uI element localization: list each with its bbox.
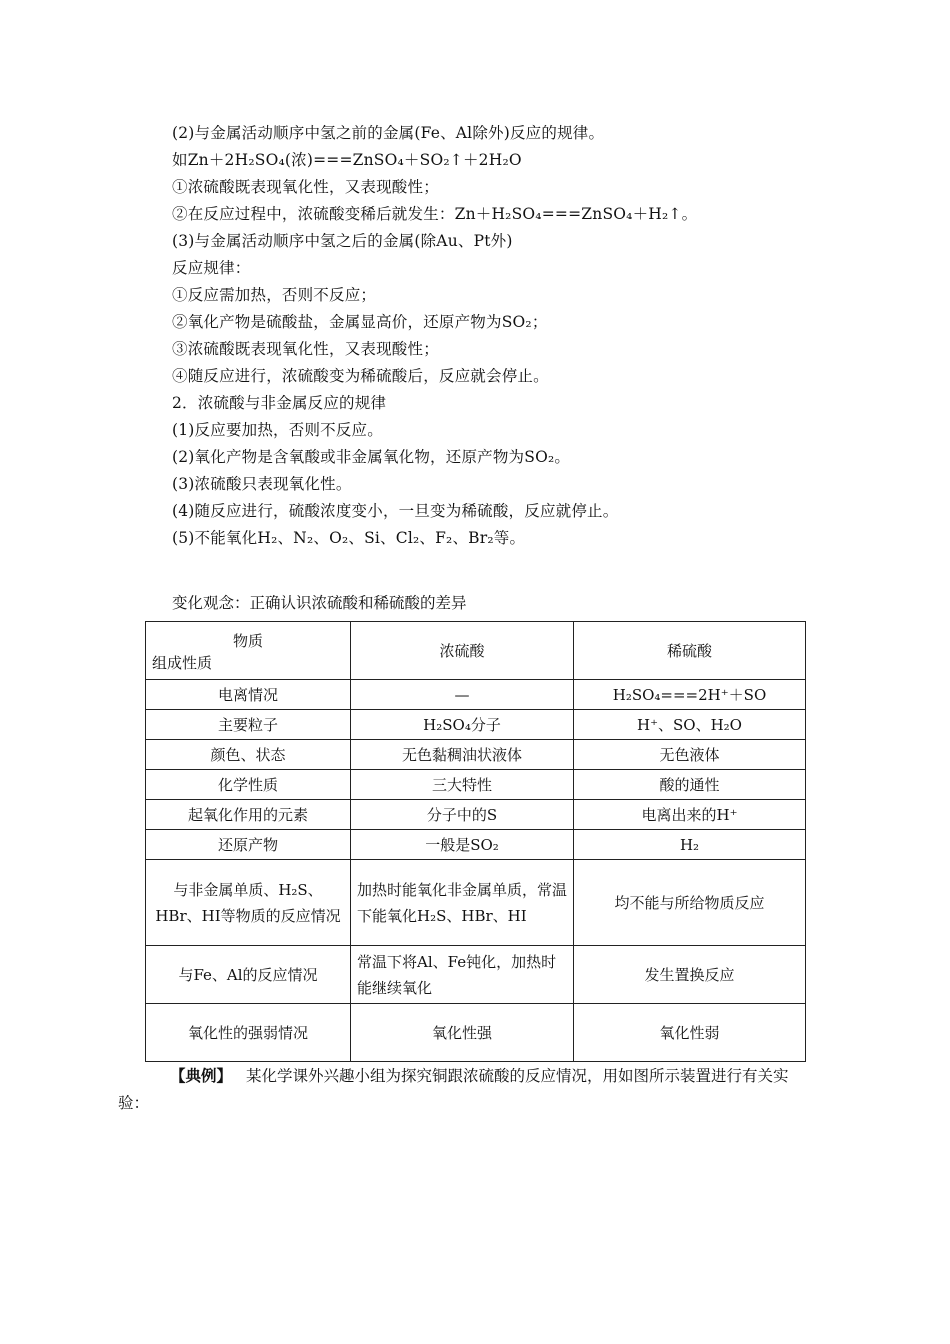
example-text: 某化学课外兴趣小组为探究铜跟浓硫酸的反应情况，用如图所示装置进行有关实验： [118,1067,789,1112]
text-line-7: ①反应需加热，否则不反应； [172,286,377,304]
table-row [146,860,806,946]
row-concentrated: 分子中的S [351,800,574,830]
table-row [146,710,806,740]
row-label: 颜色、状态 [146,740,351,770]
row-concentrated: 无色黏稠油状液体 [351,740,574,770]
example-tag: 【典例】 [170,1066,233,1085]
table-caption: 变化观念：正确认识浓硫酸和稀硫酸的差异 [172,594,467,612]
table-row [146,800,806,830]
row-dilute: H⁺、SO、H₂O [574,710,806,740]
row-label: 氧化性的强弱情况 [146,1004,351,1062]
text-line-5: (3)与金属活动顺序中氢之后的金属(除Au、Pt外) [172,232,513,250]
row-concentrated: — [351,680,574,710]
text-line-16: (5)不能氧化H₂、N₂、O₂、Si、Cl₂、F₂、Br₂等。 [172,529,526,547]
text-line-1: (2)与金属活动顺序中氢之前的金属(Fe、Al除外)反应的规律。 [172,124,605,142]
row-concentrated: 三大特性 [351,770,574,800]
table-row [146,830,806,860]
row-label: 电离情况 [146,680,351,710]
row-label: 化学性质 [146,770,351,800]
row-label: 主要粒子 [146,710,351,740]
text-line-13: (2)氧化产物是含氧酸或非金属氧化物，还原产物为SO₂。 [172,448,571,466]
text-line-11: 2．浓硫酸与非金属反应的规律 [172,394,387,412]
row-dilute: 氧化性弱 [574,1004,806,1062]
table-row [146,680,806,710]
row-concentrated: 一般是SO₂ [351,830,574,860]
text-line-12: (1)反应要加热，否则不反应。 [172,421,383,439]
text-line-14: (3)浓硫酸只表现氧化性。 [172,475,352,493]
row-concentrated: 氧化性强 [351,1004,574,1062]
table-header-row [146,622,806,680]
text-line-8: ②氧化产物是硫酸盐，金属显高价，还原产物为SO₂； [172,313,548,331]
header-corner-top: 物质 [232,631,263,650]
text-line-15: (4)随反应进行，硫酸浓度变小，一旦变为稀硫酸，反应就停止。 [172,502,619,520]
text-line-10: ④随反应进行，浓硫酸变为稀硫酸后，反应就会停止。 [172,367,549,385]
row-label: 还原产物 [146,830,351,860]
row-dilute: 酸的通性 [574,770,806,800]
header-concentrated: 浓硫酸 [351,622,574,680]
row-concentrated: H₂SO₄分子 [351,710,574,740]
text-line-9: ③浓硫酸既表现氧化性，又表现酸性； [172,340,439,358]
row-label: 与Fe、Al的反应情况 [146,946,351,1004]
row-dilute: 无色液体 [574,740,806,770]
row-dilute: 电离出来的H⁺ [574,800,806,830]
row-concentrated: 加热时能氧化非金属单质，常温下能氧化H₂S、HBr、HI [351,860,574,946]
table-row [146,770,806,800]
table-row [146,946,806,1004]
header-corner-bottom: 组成性质 [152,653,213,672]
text-line-2: 如Zn＋2H₂SO₄(浓)===ZnSO₄＋SO₂↑＋2H₂O [172,151,522,169]
example-paragraph [118,1062,818,1117]
text-line-6: 反应规律： [172,259,251,277]
row-dilute: H₂SO₄===2H⁺＋SO [574,680,806,710]
table-row [146,1004,806,1062]
row-dilute: 发生置换反应 [574,946,806,1004]
row-dilute: H₂ [574,830,806,860]
text-line-3: ①浓硫酸既表现氧化性，又表现酸性； [172,178,439,196]
header-corner-cell [146,622,351,680]
comparison-table [145,621,806,1062]
table-row [146,740,806,770]
text-line-4: ②在反应过程中，浓硫酸变稀后就发生：Zn＋H₂SO₄===ZnSO₄＋H₂↑。 [172,205,698,223]
row-concentrated: 常温下将Al、Fe钝化，加热时能继续氧化 [351,946,574,1004]
header-dilute: 稀硫酸 [574,622,806,680]
row-label: 起氧化作用的元素 [146,800,351,830]
row-label: 与非金属单质、H₂S、HBr、HI等物质的反应情况 [146,860,351,946]
row-dilute: 均不能与所给物质反应 [574,860,806,946]
